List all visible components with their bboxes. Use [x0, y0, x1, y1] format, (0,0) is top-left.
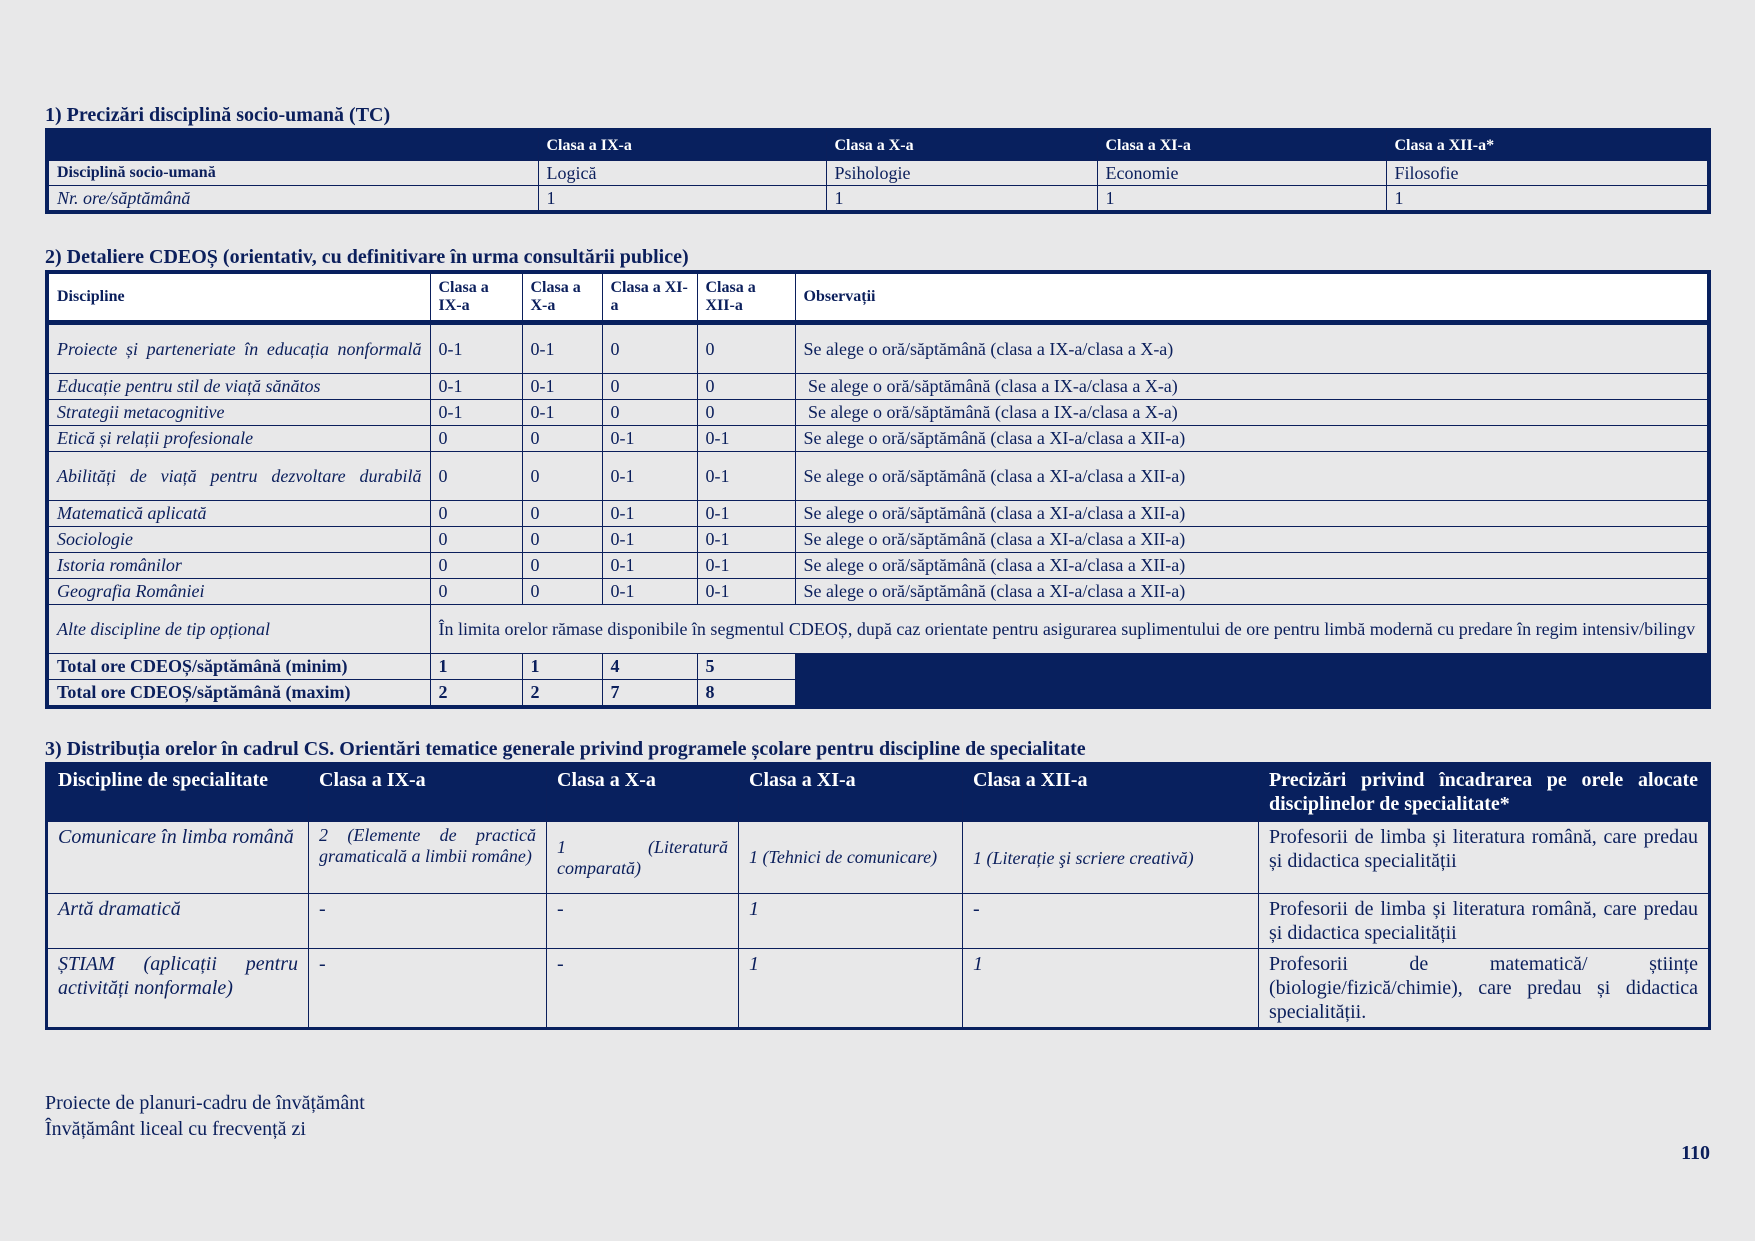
table-cell: Psihologie — [826, 161, 1097, 186]
table-cell: 0-1 — [602, 452, 697, 501]
optional-disciplines-note: În limita orelor rămase disponibile în segmentul CDEOȘ, după caz orientate pentru asigurarea suplimentului de ore pentru limbă modernă cu predare în regim intensiv/bilingv — [430, 605, 1709, 654]
table-cell: 2 (Elemente de practică gramaticală a limbii române) — [309, 822, 547, 894]
table-cell: 0-1 — [430, 374, 522, 400]
discipline-name: Sociologie — [47, 527, 430, 553]
table-cell: 0-1 — [430, 323, 522, 374]
table-cell: Economie — [1097, 161, 1386, 186]
table-row — [47, 323, 1709, 374]
table-cell: 0-1 — [602, 579, 697, 605]
table-header-row — [47, 130, 1709, 161]
table-cell: 0 — [697, 374, 795, 400]
section1-title: 1) Precizări disciplină socio-umană (TC) — [45, 104, 391, 126]
footer-line: Învățământ liceal cu frecvență zi — [45, 1118, 306, 1140]
discipline-name: Etică și relații profesionale — [47, 426, 430, 452]
table-cell: 0 — [522, 579, 602, 605]
table-header-row — [47, 272, 1709, 323]
discipline-name: Comunicare în limba română — [47, 822, 309, 894]
discipline-name: Abilități de viață pentru dezvoltare durabilă — [47, 452, 430, 501]
cdeos-table — [45, 270, 1711, 709]
table-row — [47, 501, 1709, 527]
specialty-table — [45, 762, 1711, 1030]
table-cell: 1 — [739, 949, 963, 1029]
header-cell — [47, 130, 538, 161]
table-cell: 0-1 — [602, 501, 697, 527]
table-cell: 0-1 — [697, 426, 795, 452]
table-cell: 8 — [697, 680, 795, 708]
table-cell: 1 (Literatură comparată) — [547, 822, 739, 894]
table-cell: - — [547, 894, 739, 949]
table-cell: 0 — [522, 527, 602, 553]
table-cell: Logică — [538, 161, 826, 186]
table-cell: 1 — [963, 949, 1259, 1029]
socio-human-table — [45, 128, 1711, 214]
discipline-name: Educație pentru stil de viață sănătos — [47, 374, 430, 400]
table-cell: 5 — [697, 654, 795, 680]
table-row — [47, 374, 1709, 400]
header-cell: Clasa a X-a — [522, 272, 602, 323]
footer-line: Proiecte de planuri-cadru de învățământ — [45, 1092, 365, 1114]
table-cell: 0-1 — [602, 426, 697, 452]
note-cell: Profesorii de limba și literatura română, care predau și didactica specialității — [1259, 894, 1710, 949]
discipline-name: Matematică aplicată — [47, 501, 430, 527]
table-row — [47, 186, 1709, 213]
discipline-name: Artă dramatică — [47, 894, 309, 949]
table-row — [47, 161, 1709, 186]
table-cell: 0-1 — [430, 400, 522, 426]
table-cell: 0 — [697, 323, 795, 374]
table-cell: 1 (Tehnici de comunicare) — [739, 822, 963, 894]
header-cell: Clasa a XII-a* — [1386, 130, 1709, 161]
table-cell: 1 — [826, 186, 1097, 213]
observation-cell: Se alege o oră/săptămână (clasa a IX-a/clasa a X-a) — [795, 400, 1709, 426]
section2-title: 2) Detaliere CDEOȘ (orientativ, cu definitivare în urma consultării publice) — [45, 246, 689, 268]
header-cell: Discipline de specialitate — [47, 764, 309, 822]
row-label: Disciplină socio-umană — [47, 161, 538, 186]
observation-cell: Se alege o oră/săptămână (clasa a XI-a/clasa a XII-a) — [795, 553, 1709, 579]
totals-row — [47, 654, 1709, 680]
total-label: Total ore CDEOȘ/săptămână (minim) — [47, 654, 430, 680]
table-cell: 4 — [602, 654, 697, 680]
note-cell: Profesorii de limba și literatura română, care predau și didactica specialității — [1259, 822, 1710, 894]
table-cell: 1 — [1386, 186, 1709, 213]
discipline-name: Strategii metacognitive — [47, 400, 430, 426]
table-cell: 0-1 — [697, 527, 795, 553]
table-cell: 0-1 — [602, 527, 697, 553]
header-cell: Clasa a IX-a — [430, 272, 522, 323]
table-row — [47, 426, 1709, 452]
observation-cell: Se alege o oră/săptămână (clasa a XI-a/clasa a XII-a) — [795, 527, 1709, 553]
discipline-name: Geografia României — [47, 579, 430, 605]
page-number: 110 — [1681, 1142, 1710, 1164]
table-cell: 0-1 — [697, 553, 795, 579]
observation-cell: Se alege o oră/săptămână (clasa a XI-a/clasa a XII-a) — [795, 452, 1709, 501]
table-cell: 1 — [538, 186, 826, 213]
table-cell: 0 — [430, 501, 522, 527]
header-cell: Clasa a IX-a — [538, 130, 826, 161]
table-cell: 0-1 — [697, 501, 795, 527]
table-cell: 0-1 — [522, 400, 602, 426]
table-cell: 1 — [522, 654, 602, 680]
section3-title: 3) Distribuția orelor în cadrul CS. Orientări tematice generale privind programele școlare pentru discipline de specialitate — [45, 738, 1086, 760]
table-cell: 0 — [430, 426, 522, 452]
row-label: Nr. ore/săptămână — [47, 186, 538, 213]
table-cell: 1 (Literație şi scriere creativă) — [963, 822, 1259, 894]
discipline-name: Proiecte și parteneriate în educația nonformală — [47, 323, 430, 374]
table-header-row — [47, 764, 1710, 822]
header-cell: Discipline — [47, 272, 430, 323]
table-cell: 0 — [522, 501, 602, 527]
table-cell: 0 — [697, 400, 795, 426]
table-cell: 1 — [1097, 186, 1386, 213]
header-cell: Clasa a XII-a — [963, 764, 1259, 822]
table-cell: 0 — [602, 323, 697, 374]
table-row — [47, 452, 1709, 501]
table-cell: 0 — [602, 400, 697, 426]
total-label: Total ore CDEOȘ/săptămână (maxim) — [47, 680, 430, 708]
table-cell: 0-1 — [602, 553, 697, 579]
observation-cell: Se alege o oră/săptămână (clasa a IX-a/clasa a X-a) — [795, 323, 1709, 374]
table-row — [47, 400, 1709, 426]
header-cell: Observații — [795, 272, 1709, 323]
header-cell: Clasa a IX-a — [309, 764, 547, 822]
table-cell: 0 — [430, 579, 522, 605]
table-cell: 0 — [602, 374, 697, 400]
filled-cell — [795, 654, 1709, 708]
header-cell: Clasa a XI-a — [1097, 130, 1386, 161]
discipline-name: ȘTIAM (aplicații pentru activități nonformale) — [47, 949, 309, 1029]
header-cell: Precizări privind încadrarea pe orele alocate disciplinelor de specialitate* — [1259, 764, 1710, 822]
table-cell: - — [309, 894, 547, 949]
table-cell: 2 — [430, 680, 522, 708]
table-cell: 1 — [739, 894, 963, 949]
header-cell: Clasa a X-a — [826, 130, 1097, 161]
observation-cell: Se alege o oră/săptămână (clasa a XI-a/clasa a XII-a) — [795, 426, 1709, 452]
table-cell: 0 — [430, 527, 522, 553]
table-cell: - — [963, 894, 1259, 949]
table-cell: - — [547, 949, 739, 1029]
table-cell: 0 — [522, 452, 602, 501]
table-cell: 0-1 — [697, 579, 795, 605]
table-cell: 0 — [522, 426, 602, 452]
document-footer — [45, 1090, 365, 1142]
note-cell: Profesorii de matematică/ științe (biologie/fizică/chimie), care predau și didactica specialității. — [1259, 949, 1710, 1029]
table-cell: 1 — [430, 654, 522, 680]
discipline-name: Alte discipline de tip opțional — [47, 605, 430, 654]
table-cell: 0-1 — [522, 323, 602, 374]
table-cell: 0 — [430, 452, 522, 501]
table-cell: 0 — [522, 553, 602, 579]
discipline-name: Istoria românilor — [47, 553, 430, 579]
header-cell: Clasa a X-a — [547, 764, 739, 822]
observation-cell: Se alege o oră/săptămână (clasa a IX-a/clasa a X-a) — [795, 374, 1709, 400]
header-cell: Clasa a XI-a — [739, 764, 963, 822]
table-cell: 0-1 — [697, 452, 795, 501]
table-row — [47, 553, 1709, 579]
table-cell: - — [309, 949, 547, 1029]
table-row — [47, 579, 1709, 605]
observation-cell: Se alege o oră/săptămână (clasa a XI-a/clasa a XII-a) — [795, 501, 1709, 527]
table-row — [47, 527, 1709, 553]
table-row — [47, 605, 1709, 654]
table-cell: 0 — [430, 553, 522, 579]
header-cell: Clasa a XI-a — [602, 272, 697, 323]
table-cell: 2 — [522, 680, 602, 708]
table-row — [47, 822, 1710, 894]
table-cell: Filosofie — [1386, 161, 1709, 186]
table-cell: 7 — [602, 680, 697, 708]
header-cell: Clasa a XII-a — [697, 272, 795, 323]
observation-cell: Se alege o oră/săptămână (clasa a XI-a/clasa a XII-a) — [795, 579, 1709, 605]
table-cell: 0-1 — [522, 374, 602, 400]
table-row — [47, 894, 1710, 949]
table-row — [47, 949, 1710, 1029]
